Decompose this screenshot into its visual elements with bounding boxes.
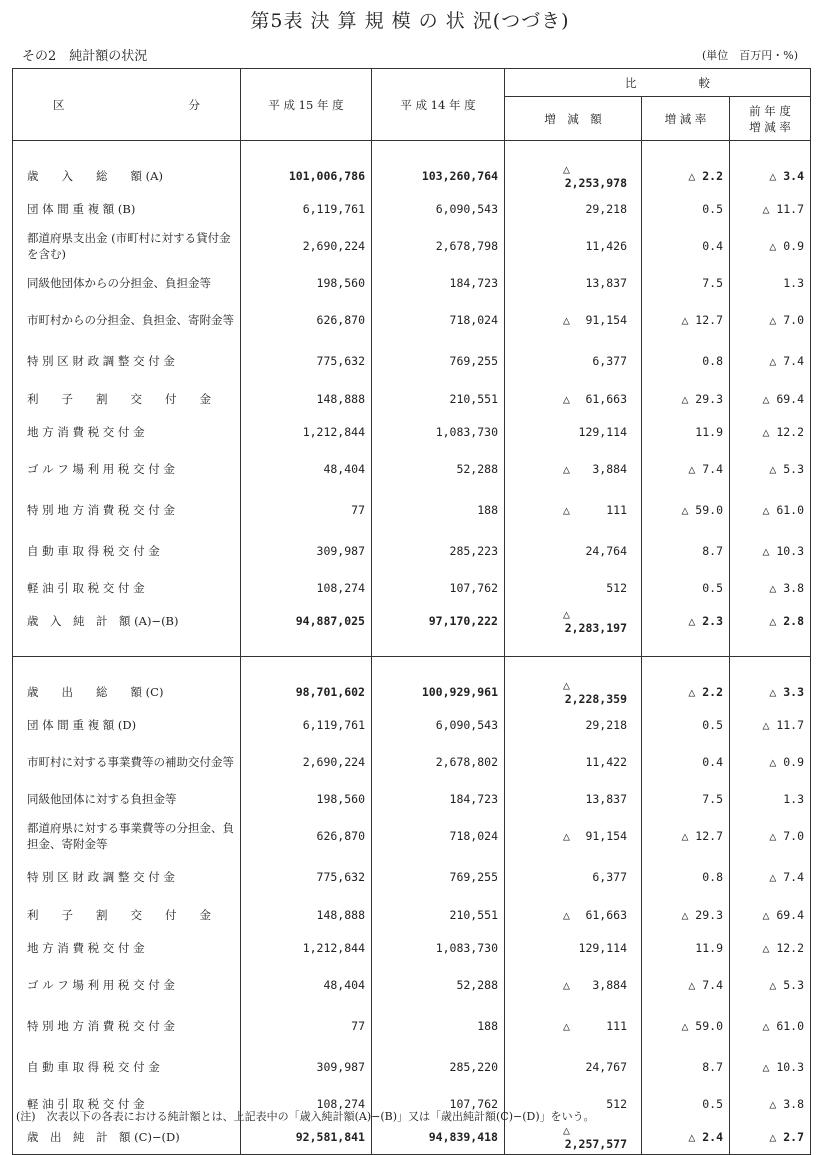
diff-value: 29,218 bbox=[585, 718, 627, 733]
decrease-marker: △ bbox=[563, 677, 570, 692]
cell-prev-rate: △ 61.0 bbox=[730, 1006, 811, 1047]
diff-value: 3,884 bbox=[592, 461, 627, 476]
cell-prev-rate: △ 12.2 bbox=[730, 415, 811, 448]
row-label: ゴ ル フ 場 利 用 税 交 付 金 bbox=[13, 965, 241, 1006]
cell-rate: △ 2.4 bbox=[642, 1121, 730, 1154]
cell-h15: 2,690,224 bbox=[241, 226, 372, 267]
table-row bbox=[13, 530, 811, 571]
table-row bbox=[13, 1006, 811, 1047]
cell-h14: 94,839,418 bbox=[372, 1121, 505, 1154]
cell-h14: 97,170,222 bbox=[372, 605, 505, 638]
cell-h15: 1,212,844 bbox=[241, 931, 372, 964]
cell-diff bbox=[505, 898, 642, 931]
cell-h15: 108,274 bbox=[241, 571, 372, 604]
cell-h15: 6,119,761 bbox=[241, 192, 372, 225]
diff-value: 24,767 bbox=[585, 1060, 627, 1075]
decrease-marker: △ bbox=[563, 502, 570, 517]
decrease-marker: △ bbox=[563, 1123, 570, 1138]
cell-h14: 1,083,730 bbox=[372, 415, 505, 448]
decrease-marker: △ bbox=[563, 161, 570, 176]
header-h14: 平 成 14 年 度 bbox=[372, 69, 505, 141]
cell-prev-rate: △ 3.3 bbox=[730, 675, 811, 708]
table-row bbox=[13, 1121, 811, 1154]
cell-rate: △ 2.2 bbox=[642, 159, 730, 192]
spacer-row bbox=[13, 141, 811, 160]
cell-diff bbox=[505, 742, 642, 783]
diff-value: 2,228,359 bbox=[564, 691, 627, 706]
spacer-cell bbox=[505, 141, 642, 160]
cell-prev-rate: △ 5.3 bbox=[730, 965, 811, 1006]
cell-rate: △ 7.4 bbox=[642, 965, 730, 1006]
table-row bbox=[13, 857, 811, 898]
spacer-cell bbox=[372, 638, 505, 657]
cell-h14: 718,024 bbox=[372, 816, 505, 857]
diff-value: 91,154 bbox=[585, 829, 627, 844]
row-label: 軽 油 引 取 税 交 付 金 bbox=[13, 1088, 241, 1121]
cell-h15: 148,888 bbox=[241, 898, 372, 931]
table-body bbox=[13, 141, 811, 1155]
cell-prev-rate: △ 7.4 bbox=[730, 341, 811, 382]
table-row bbox=[13, 382, 811, 415]
table-row bbox=[13, 783, 811, 816]
decrease-marker: △ bbox=[563, 829, 570, 844]
settlement-table bbox=[12, 68, 811, 1155]
table-row bbox=[13, 489, 811, 530]
cell-rate: 0.8 bbox=[642, 341, 730, 382]
row-label: 特 別 地 方 消 費 税 交 付 金 bbox=[13, 1006, 241, 1047]
cell-h14: 188 bbox=[372, 489, 505, 530]
diff-value: 129,114 bbox=[578, 940, 627, 955]
row-label: 同級他団体に対する負担金等 bbox=[13, 783, 241, 816]
page-title: 第5表 決 算 規 模 の 状 況(つづき) bbox=[250, 10, 570, 32]
cell-diff bbox=[505, 783, 642, 816]
cell-prev-rate: △ 12.2 bbox=[730, 931, 811, 964]
cell-prev-rate: △ 7.0 bbox=[730, 816, 811, 857]
cell-diff bbox=[505, 816, 642, 857]
cell-h15: 775,632 bbox=[241, 857, 372, 898]
footnote: (注) 次表以下の各表における純計額とは、上記表中の「歳入純計額(A)−(B)」又は「歳出純計額(C)−(D)」をいう。 bbox=[16, 1110, 595, 1123]
cell-prev-rate: △ 10.3 bbox=[730, 530, 811, 571]
table-row bbox=[13, 226, 811, 267]
header-kubun-right: 分 bbox=[188, 97, 200, 112]
diff-value: 61,663 bbox=[585, 391, 627, 406]
cell-prev-rate: 1.3 bbox=[730, 783, 811, 816]
cell-diff bbox=[505, 341, 642, 382]
cell-rate: 7.5 bbox=[642, 267, 730, 300]
row-label: 利 子 割 交 付 金 bbox=[13, 898, 241, 931]
cell-h14: 210,551 bbox=[372, 898, 505, 931]
row-label: 地 方 消 費 税 交 付 金 bbox=[13, 931, 241, 964]
table-row bbox=[13, 415, 811, 448]
row-label: ゴ ル フ 場 利 用 税 交 付 金 bbox=[13, 448, 241, 489]
decrease-marker: △ bbox=[563, 907, 570, 922]
diff-value: 13,837 bbox=[585, 792, 627, 807]
spacer-cell bbox=[241, 638, 372, 657]
table-row bbox=[13, 341, 811, 382]
row-label: 同級他団体からの分担金、負担金等 bbox=[13, 267, 241, 300]
cell-prev-rate: △ 2.8 bbox=[730, 605, 811, 638]
table-row bbox=[13, 159, 811, 192]
cell-prev-rate: △ 10.3 bbox=[730, 1047, 811, 1088]
diff-value: 512 bbox=[606, 581, 627, 596]
cell-h15: 148,888 bbox=[241, 382, 372, 415]
cell-h14: 6,090,543 bbox=[372, 708, 505, 741]
cell-h14: 188 bbox=[372, 1006, 505, 1047]
table-row bbox=[13, 192, 811, 225]
row-label: 歳 入 総 額 (A) bbox=[13, 159, 241, 192]
spacer-cell bbox=[642, 638, 730, 657]
diff-value: 6,377 bbox=[592, 354, 627, 369]
diff-value: 24,764 bbox=[585, 543, 627, 558]
cell-h15: 626,870 bbox=[241, 816, 372, 857]
spacer-cell bbox=[372, 141, 505, 160]
diff-value: 91,154 bbox=[585, 313, 627, 328]
table-row bbox=[13, 300, 811, 341]
cell-rate: △ 12.7 bbox=[642, 300, 730, 341]
cell-rate: 0.5 bbox=[642, 192, 730, 225]
cell-rate: △ 2.2 bbox=[642, 675, 730, 708]
cell-h14: 769,255 bbox=[372, 341, 505, 382]
spacer-cell bbox=[505, 638, 642, 657]
cell-diff bbox=[505, 1121, 642, 1154]
table-row bbox=[13, 571, 811, 604]
diff-value: 13,837 bbox=[585, 276, 627, 291]
cell-rate: △ 12.7 bbox=[642, 816, 730, 857]
cell-rate: △ 29.3 bbox=[642, 382, 730, 415]
cell-prev-rate: △ 5.3 bbox=[730, 448, 811, 489]
spacer-cell bbox=[13, 638, 241, 657]
spacer-row bbox=[13, 638, 811, 657]
row-label: 団 体 間 重 複 額 (D) bbox=[13, 708, 241, 741]
row-label: 特 別 区 財 政 調 整 交 付 金 bbox=[13, 341, 241, 382]
table-row bbox=[13, 816, 811, 857]
spacer-cell bbox=[730, 657, 811, 676]
decrease-marker: △ bbox=[563, 607, 570, 622]
row-label: 特 別 地 方 消 費 税 交 付 金 bbox=[13, 489, 241, 530]
row-label: 歳 入 純 計 額 (A)−(B) bbox=[13, 605, 241, 638]
cell-diff bbox=[505, 965, 642, 1006]
cell-diff bbox=[505, 1047, 642, 1088]
spacer-cell bbox=[241, 657, 372, 676]
cell-h14: 2,678,802 bbox=[372, 742, 505, 783]
cell-h14: 52,288 bbox=[372, 965, 505, 1006]
cell-rate: 7.5 bbox=[642, 783, 730, 816]
cell-rate: △ 7.4 bbox=[642, 448, 730, 489]
cell-h15: 2,690,224 bbox=[241, 742, 372, 783]
decrease-marker: △ bbox=[563, 1019, 570, 1034]
cell-prev-rate: △ 2.7 bbox=[730, 1121, 811, 1154]
row-label: 特 別 区 財 政 調 整 交 付 金 bbox=[13, 857, 241, 898]
spacer-cell bbox=[241, 141, 372, 160]
table-row bbox=[13, 708, 811, 741]
cell-prev-rate: △ 0.9 bbox=[730, 742, 811, 783]
cell-h15: 775,632 bbox=[241, 341, 372, 382]
cell-diff bbox=[505, 530, 642, 571]
cell-prev-rate: △ 3.4 bbox=[730, 159, 811, 192]
cell-diff bbox=[505, 708, 642, 741]
spacer-cell bbox=[13, 141, 241, 160]
cell-h14: 52,288 bbox=[372, 448, 505, 489]
cell-h14: 285,220 bbox=[372, 1047, 505, 1088]
table-row bbox=[13, 675, 811, 708]
cell-h15: 48,404 bbox=[241, 965, 372, 1006]
cell-rate: 11.9 bbox=[642, 415, 730, 448]
spacer-cell bbox=[642, 141, 730, 160]
cell-rate: △ 59.0 bbox=[642, 489, 730, 530]
header-zougenritsu: 増 減 率 bbox=[642, 97, 730, 141]
row-label: 自 動 車 取 得 税 交 付 金 bbox=[13, 530, 241, 571]
diff-value: 2,253,978 bbox=[564, 175, 627, 190]
spacer-cell bbox=[13, 657, 241, 676]
row-label: 自 動 車 取 得 税 交 付 金 bbox=[13, 1047, 241, 1088]
cell-diff bbox=[505, 300, 642, 341]
cell-prev-rate: △ 61.0 bbox=[730, 489, 811, 530]
cell-prev-rate: △ 69.4 bbox=[730, 382, 811, 415]
header-zennendo bbox=[730, 97, 811, 141]
row-label: 歳 出 純 計 額 (C)−(D) bbox=[13, 1121, 241, 1154]
cell-rate: 0.5 bbox=[642, 708, 730, 741]
cell-diff bbox=[505, 489, 642, 530]
cell-h14: 285,223 bbox=[372, 530, 505, 571]
cell-h15: 309,987 bbox=[241, 1047, 372, 1088]
cell-prev-rate: △ 3.8 bbox=[730, 1088, 811, 1121]
decrease-marker: △ bbox=[563, 391, 570, 406]
row-label: 歳 出 総 額 (C) bbox=[13, 675, 241, 708]
row-label: 都道府県に対する事業費等の分担金、負担金、寄附金等 bbox=[13, 816, 241, 857]
cell-diff bbox=[505, 571, 642, 604]
decrease-marker: △ bbox=[563, 461, 570, 476]
cell-h15: 108,274 bbox=[241, 1088, 372, 1121]
cell-h14: 184,723 bbox=[372, 783, 505, 816]
cell-diff bbox=[505, 605, 642, 638]
table-row bbox=[13, 267, 811, 300]
cell-rate: 0.4 bbox=[642, 742, 730, 783]
cell-diff bbox=[505, 192, 642, 225]
diff-value: 11,426 bbox=[585, 239, 627, 254]
cell-h14: 184,723 bbox=[372, 267, 505, 300]
cell-prev-rate: △ 11.7 bbox=[730, 708, 811, 741]
cell-h15: 92,581,841 bbox=[241, 1121, 372, 1154]
cell-h14: 107,762 bbox=[372, 571, 505, 604]
row-label: 市町村からの分担金、負担金、寄附金等 bbox=[13, 300, 241, 341]
diff-value: 29,218 bbox=[585, 201, 627, 216]
table-row bbox=[13, 965, 811, 1006]
cell-h14: 107,762 bbox=[372, 1088, 505, 1121]
cell-rate: 8.7 bbox=[642, 1047, 730, 1088]
row-label: 地 方 消 費 税 交 付 金 bbox=[13, 415, 241, 448]
header-kubun bbox=[13, 69, 241, 141]
header-kubun-left: 区 bbox=[53, 97, 65, 112]
cell-h15: 101,006,786 bbox=[241, 159, 372, 192]
cell-h15: 1,212,844 bbox=[241, 415, 372, 448]
row-label: 利 子 割 交 付 金 bbox=[13, 382, 241, 415]
spacer-cell bbox=[730, 141, 811, 160]
unit-label: (単位 百万円・%) bbox=[701, 49, 798, 62]
cell-h15: 94,887,025 bbox=[241, 605, 372, 638]
cell-rate: 0.8 bbox=[642, 857, 730, 898]
spacer-cell bbox=[642, 657, 730, 676]
row-label: 軽 油 引 取 税 交 付 金 bbox=[13, 571, 241, 604]
cell-prev-rate: △ 69.4 bbox=[730, 898, 811, 931]
cell-diff bbox=[505, 448, 642, 489]
diff-value: 111 bbox=[606, 502, 627, 517]
cell-h14: 103,260,764 bbox=[372, 159, 505, 192]
row-label: 都道府県支出金 (市町村に対する貸付金を含む) bbox=[13, 226, 241, 267]
cell-rate: 0.4 bbox=[642, 226, 730, 267]
diff-value: 111 bbox=[606, 1019, 627, 1034]
cell-rate: 0.5 bbox=[642, 571, 730, 604]
cell-diff bbox=[505, 415, 642, 448]
diff-value: 11,422 bbox=[585, 755, 627, 770]
decrease-marker: △ bbox=[563, 978, 570, 993]
cell-rate: 0.5 bbox=[642, 1088, 730, 1121]
cell-h14: 718,024 bbox=[372, 300, 505, 341]
header-h15: 平 成 15 年 度 bbox=[241, 69, 372, 141]
cell-diff bbox=[505, 857, 642, 898]
table-row bbox=[13, 931, 811, 964]
cell-h15: 198,560 bbox=[241, 783, 372, 816]
diff-value: 129,114 bbox=[578, 424, 627, 439]
cell-h14: 6,090,543 bbox=[372, 192, 505, 225]
cell-diff bbox=[505, 931, 642, 964]
cell-h15: 48,404 bbox=[241, 448, 372, 489]
table-row bbox=[13, 605, 811, 638]
header-zougengaku: 増 減 額 bbox=[505, 97, 642, 141]
cell-rate: △ 29.3 bbox=[642, 898, 730, 931]
header-hikaku bbox=[505, 69, 811, 97]
cell-h14: 210,551 bbox=[372, 382, 505, 415]
cell-h15: 198,560 bbox=[241, 267, 372, 300]
cell-diff bbox=[505, 159, 642, 192]
cell-h15: 626,870 bbox=[241, 300, 372, 341]
section-subtitle: その2 純計額の状況 bbox=[22, 49, 148, 64]
cell-diff bbox=[505, 675, 642, 708]
cell-prev-rate: △ 0.9 bbox=[730, 226, 811, 267]
cell-h14: 769,255 bbox=[372, 857, 505, 898]
cell-h14: 100,929,961 bbox=[372, 675, 505, 708]
cell-prev-rate: △ 7.4 bbox=[730, 857, 811, 898]
cell-prev-rate: △ 7.0 bbox=[730, 300, 811, 341]
diff-value: 6,377 bbox=[592, 870, 627, 885]
cell-h15: 98,701,602 bbox=[241, 675, 372, 708]
cell-h15: 77 bbox=[241, 1006, 372, 1047]
table-row bbox=[13, 742, 811, 783]
spacer-row bbox=[13, 657, 811, 676]
decrease-marker: △ bbox=[563, 313, 570, 328]
diff-value: 2,257,577 bbox=[564, 1137, 627, 1152]
diff-value: 3,884 bbox=[592, 978, 627, 993]
cell-diff bbox=[505, 226, 642, 267]
cell-diff bbox=[505, 1006, 642, 1047]
cell-rate: 8.7 bbox=[642, 530, 730, 571]
header-zennendo-2: 増 減 率 bbox=[749, 119, 791, 134]
table-row bbox=[13, 448, 811, 489]
spacer-cell bbox=[372, 657, 505, 676]
cell-prev-rate: 1.3 bbox=[730, 267, 811, 300]
cell-rate: △ 2.3 bbox=[642, 605, 730, 638]
diff-value: 2,283,197 bbox=[564, 621, 627, 636]
cell-h15: 6,119,761 bbox=[241, 708, 372, 741]
header-hikaku-left: 比 bbox=[625, 75, 637, 90]
diff-value: 61,663 bbox=[585, 907, 627, 922]
spacer-cell bbox=[730, 638, 811, 657]
table-row bbox=[13, 1047, 811, 1088]
cell-h15: 309,987 bbox=[241, 530, 372, 571]
row-label: 団 体 間 重 複 額 (B) bbox=[13, 192, 241, 225]
cell-diff bbox=[505, 382, 642, 415]
diff-value: 512 bbox=[606, 1097, 627, 1112]
spacer-cell bbox=[505, 657, 642, 676]
cell-rate: △ 59.0 bbox=[642, 1006, 730, 1047]
cell-rate: 11.9 bbox=[642, 931, 730, 964]
header-zennendo-1: 前 年 度 bbox=[749, 103, 791, 118]
cell-h14: 1,083,730 bbox=[372, 931, 505, 964]
cell-h15: 77 bbox=[241, 489, 372, 530]
cell-h14: 2,678,798 bbox=[372, 226, 505, 267]
cell-prev-rate: △ 3.8 bbox=[730, 571, 811, 604]
table-row bbox=[13, 898, 811, 931]
cell-prev-rate: △ 11.7 bbox=[730, 192, 811, 225]
row-label: 市町村に対する事業費等の補助交付金等 bbox=[13, 742, 241, 783]
cell-diff bbox=[505, 267, 642, 300]
header-hikaku-right: 較 bbox=[698, 75, 711, 90]
